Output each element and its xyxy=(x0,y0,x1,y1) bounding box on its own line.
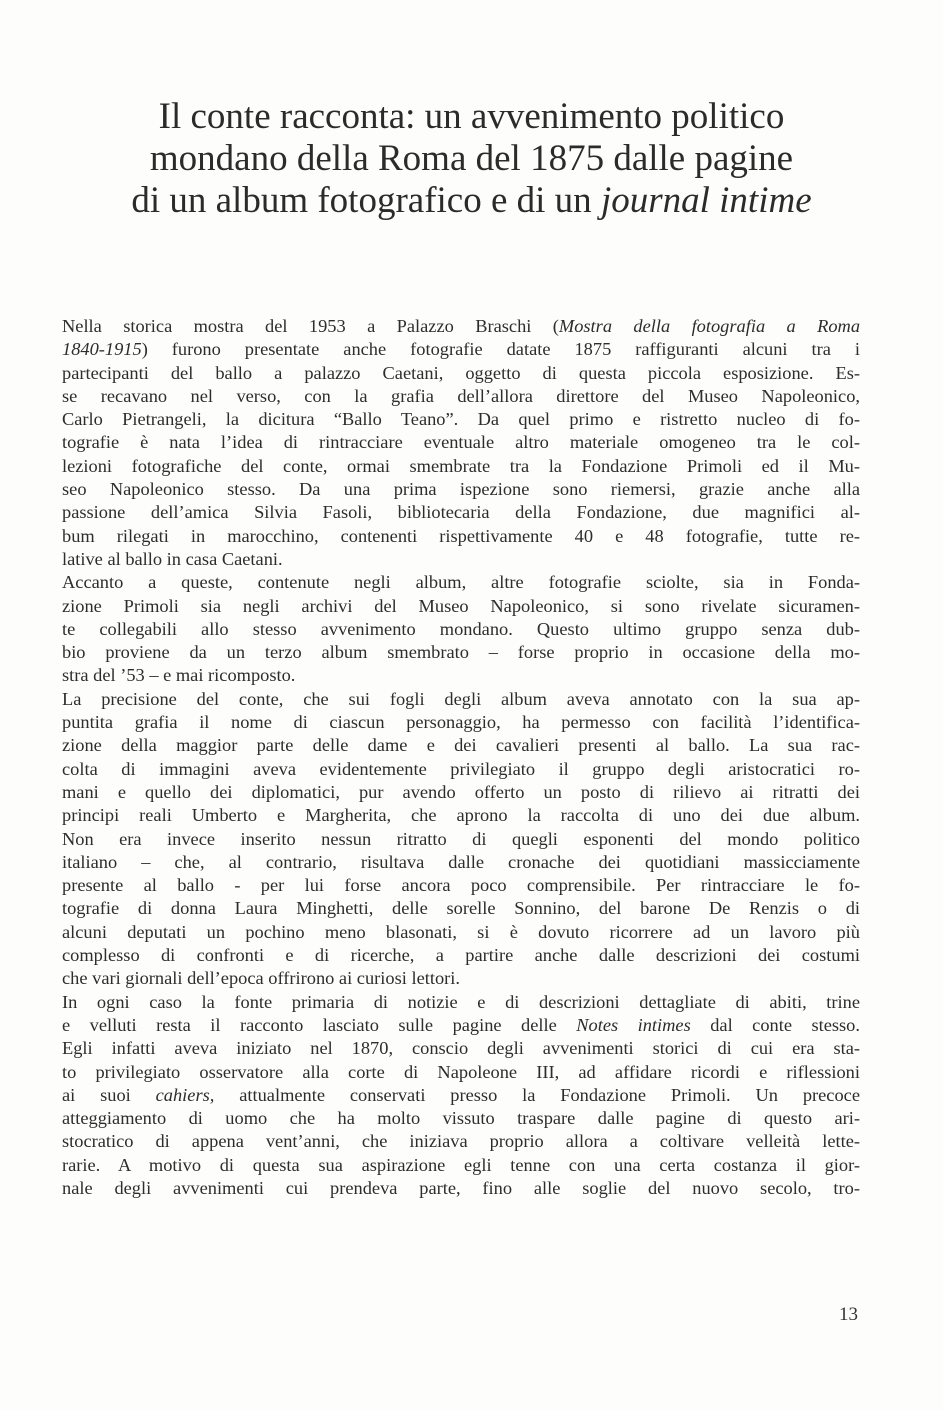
text-line xyxy=(62,315,860,338)
text-span: lative al ballo in casa Caetani. xyxy=(62,548,283,569)
text-line xyxy=(62,944,860,967)
text-line xyxy=(62,595,860,618)
text-span: colta di immagini aveva evidentemente privilegiato il gruppo degli aristocratici ro- xyxy=(62,758,860,779)
page-title xyxy=(60,96,883,222)
paragraph xyxy=(62,688,860,991)
text-span: to privilegiato osservatore alla corte di Napoleone III, ad affidare ricordi e riflessioni xyxy=(62,1061,860,1082)
text-span: seo Napoleonico stesso. Da una prima ispezione sono riemersi, grazie anche alla xyxy=(62,479,860,500)
text-span: principi reali Umberto e Margherita, che aprono la raccolta di uno dei due album. xyxy=(62,805,860,826)
title-line-3-prefix: di un album fotografico e di un xyxy=(131,180,601,221)
text-span: dal conte stesso. xyxy=(690,1014,860,1035)
text-line xyxy=(62,711,860,734)
text-span: complesso di confronti e di ricerche, a partire anche dalle descrizioni dei costumi xyxy=(62,945,860,966)
text-span: bum rilegati in marocchino, contenenti rispettivamente 40 e 48 fotografie, tutte re- xyxy=(62,525,860,546)
text-span: ai suoi xyxy=(62,1084,156,1105)
italic-text: Mostra della fotografia a Roma xyxy=(558,316,860,336)
text-span: lezioni fotografiche del conte, ormai smembrate tra la Fondazione Primoli ed il Mu- xyxy=(62,455,860,476)
text-line xyxy=(62,664,860,687)
text-span: e velluti resta il racconto lasciato sulle pagine delle xyxy=(62,1014,577,1035)
text-span: In ogni caso la fonte primaria di notizie e di descrizioni dettagliate di abiti, trine xyxy=(62,991,860,1012)
text-line xyxy=(62,828,860,851)
paragraph xyxy=(62,315,860,571)
text-line xyxy=(62,758,860,781)
text-span: partecipanti del ballo a palazzo Caetani, oggetto di questa piccola esposizione. Es- xyxy=(62,362,860,383)
text-span: tografie di donna Laura Minghetti, delle sorelle Sonnino, del barone De Renzis o di xyxy=(62,898,860,919)
text-line xyxy=(62,1154,860,1177)
text-line xyxy=(62,478,860,501)
text-line xyxy=(62,362,860,385)
text-line xyxy=(62,641,860,664)
text-line xyxy=(62,571,860,594)
text-line xyxy=(62,897,860,920)
italic-text: Notes intimes xyxy=(576,1014,691,1035)
text-span: presente al ballo - per lui forse ancora poco comprensibile. Per rintracciare le fo- xyxy=(62,875,860,896)
text-line xyxy=(62,921,860,944)
body-text xyxy=(62,315,860,1200)
text-line xyxy=(62,618,860,641)
text-line xyxy=(62,991,860,1014)
text-line xyxy=(62,548,860,571)
text-span: atteggiamento di uomo che ha molto vissuto traspare dalle pagine di questo ari- xyxy=(62,1108,860,1129)
text-line xyxy=(62,1130,860,1153)
text-span: ) furono presentate anche fotografie datate 1875 raffiguranti alcuni tra i xyxy=(141,339,860,360)
text-span: stocratico di appena vent’anni, che iniziava proprio allora a coltivare velleità lette- xyxy=(62,1131,860,1152)
text-line xyxy=(62,1014,860,1037)
text-span: alcuni deputati un pochino meno blasonati, si è dovuto ricorrere ad un lavoro più xyxy=(62,921,860,942)
text-span: zione Primoli sia negli archivi del Museo Napoleonico, si sono rivelate sicuramen- xyxy=(62,595,860,616)
text-line xyxy=(62,431,860,454)
text-line xyxy=(62,874,860,897)
text-span: nale degli avvenimenti cui prendeva parte, fino alle soglie del nuovo secolo, tro- xyxy=(62,1177,860,1198)
title-line-3 xyxy=(60,180,883,222)
text-line xyxy=(62,501,860,524)
text-line xyxy=(62,804,860,827)
text-span: Nella storica mostra del 1953 a Palazzo Braschi ( xyxy=(62,316,559,336)
text-line xyxy=(62,1061,860,1084)
text-span: stra del ’53 – e mai ricomposto. xyxy=(62,665,296,686)
text-line xyxy=(62,455,860,478)
text-line xyxy=(62,851,860,874)
text-line xyxy=(62,1177,860,1200)
text-span: Non era invece inserito nessun ritratto di quegli esponenti del mondo politico xyxy=(62,828,860,849)
paragraph xyxy=(62,571,860,687)
text-span: rarie. A motivo di questa sua aspirazione egli tenne con una certa costanza il gior- xyxy=(62,1154,860,1175)
text-span: italiano – che, al contrario, risultava dalle cronache dei quotidiani massicciamente xyxy=(62,851,860,872)
text-span: La precisione del conte, che sui fogli degli album aveva annotato con la sua ap- xyxy=(62,688,860,709)
text-span: attualmente conservati presso la Fondazione Primoli. Un precoce xyxy=(214,1084,860,1105)
text-span: mani e quello dei diplomatici, pur avendo offerto un posto di rilievo ai ritratti dei xyxy=(62,781,860,802)
text-line xyxy=(62,1084,860,1107)
text-line xyxy=(62,338,860,361)
italic-text: 1840-1915 xyxy=(62,339,142,360)
paragraph xyxy=(62,991,860,1201)
text-line xyxy=(62,385,860,408)
title-line-1: Il conte racconta: un avvenimento politico xyxy=(158,96,785,137)
text-span: tografie è nata l’idea di rintracciare eventuale altro materiale omogeneo tra le col- xyxy=(62,432,860,453)
page-number: 13 xyxy=(839,1304,858,1325)
text-span: Egli infatti aveva iniziato nel 1870, conscio degli avvenimenti storici di cui era sta- xyxy=(62,1038,860,1059)
text-span: bio proviene da un terzo album smembrato – forse proprio in occasione della mo- xyxy=(62,642,860,663)
text-line xyxy=(62,734,860,757)
text-span: zione della maggior parte delle dame e dei cavalieri presenti al ballo. La sua rac- xyxy=(62,735,860,756)
title-line-3-italic: journal intime xyxy=(600,180,812,221)
text-line xyxy=(62,1037,860,1060)
text-span: se recavano nel verso, con la grafia dell’allora direttore del Museo Napoleonico, xyxy=(62,385,860,406)
text-span: Accanto a queste, contenute negli album, altre fotografie sciolte, sia in Fonda- xyxy=(62,572,860,593)
text-line xyxy=(62,1107,860,1130)
text-span: che vari giornali dell’epoca offrirono ai curiosi lettori. xyxy=(62,968,460,989)
text-span: Carlo Pietrangeli, la dicitura “Ballo Teano”. Da quel primo e ristretto nucleo di fo- xyxy=(62,409,860,430)
text-span: passione dell’amica Silvia Fasoli, bibliotecaria della Fondazione, due magnifici al- xyxy=(62,502,860,523)
text-line xyxy=(62,781,860,804)
text-span: te collegabili allo stesso avvenimento mondano. Questo ultimo gruppo senza dub- xyxy=(62,618,860,639)
text-line xyxy=(62,688,860,711)
text-line xyxy=(62,525,860,548)
italic-text: cahiers, xyxy=(155,1084,215,1105)
text-line xyxy=(62,408,860,431)
title-line-2: mondano della Roma del 1875 dalle pagine xyxy=(149,138,794,179)
text-line xyxy=(62,967,860,990)
text-span: puntita grafia il nome di ciascun personaggio, ha permesso con facilità l’identifica- xyxy=(62,712,860,733)
